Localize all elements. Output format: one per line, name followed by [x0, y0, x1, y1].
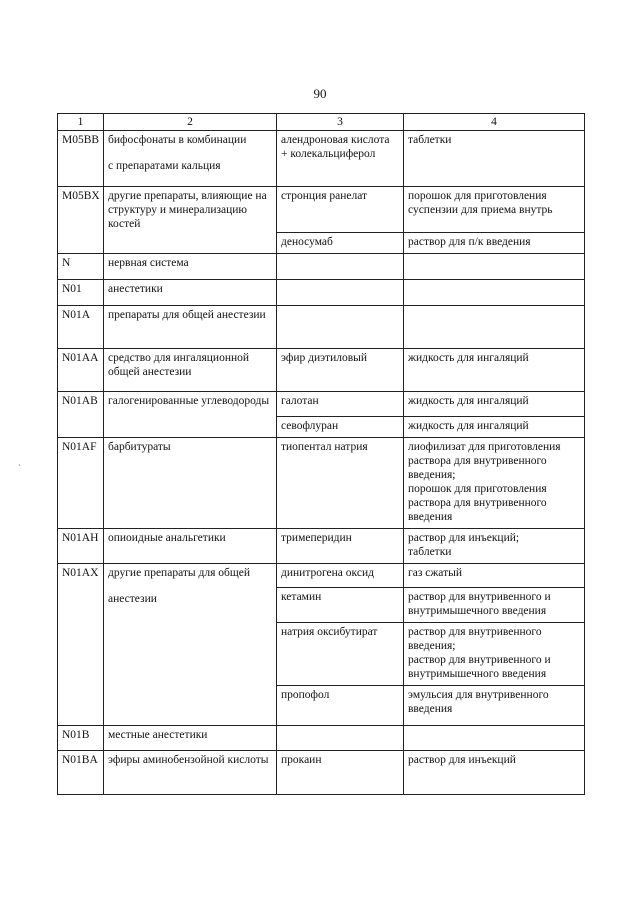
drug-name: алендроновая кислота + колекальциферол	[277, 131, 404, 187]
group-name: галогенированные углеводороды	[104, 392, 277, 438]
dosage-form	[404, 726, 585, 751]
table-header-row	[58, 114, 585, 131]
column-header-4: 4	[404, 114, 585, 131]
dosage-form: жидкость для ингаляций	[404, 392, 585, 417]
drug-name: прокаин	[277, 751, 404, 795]
dosage-form: раствор для внутривенного и внутримышечного введения	[404, 588, 585, 623]
dosage-form	[404, 306, 585, 349]
drug-name: динитрогена оксид	[277, 564, 404, 588]
drug-name: севофлуран	[277, 417, 404, 438]
group-name-line: другие препараты для общей	[108, 567, 250, 579]
dosage-form: порошок для приготовления суспензии для приема внутрь	[404, 187, 585, 233]
table-row	[58, 392, 585, 417]
atc-code: N01AH	[58, 529, 104, 564]
atc-code: N	[58, 254, 104, 280]
drug-name: деносумаб	[277, 233, 404, 254]
dosage-form: жидкость для ингаляций	[404, 417, 585, 438]
table-row	[58, 187, 585, 233]
table-row	[58, 751, 585, 795]
atc-code: N01A	[58, 306, 104, 349]
group-name	[104, 564, 277, 726]
drug-name	[277, 280, 404, 306]
table-row	[58, 438, 585, 529]
dosage-form: газ сжатый	[404, 564, 585, 588]
atc-code: N01AX	[58, 564, 104, 726]
group-name: нервная система	[104, 254, 277, 280]
dosage-form: эмульсия для внутривенного введения	[404, 686, 585, 726]
atc-code: N01AB	[58, 392, 104, 438]
atc-code: N01AA	[58, 349, 104, 392]
atc-code: N01B	[58, 726, 104, 751]
atc-code: M05BX	[58, 187, 104, 254]
group-name: средство для ингаляционной общей анестезии	[104, 349, 277, 392]
atc-code: M05BB	[58, 131, 104, 187]
page-number: 90	[313, 86, 327, 101]
table-row	[58, 726, 585, 751]
table-row	[58, 564, 585, 588]
table-row	[58, 349, 585, 392]
atc-code: N01	[58, 280, 104, 306]
drug-name: кетамин	[277, 588, 404, 623]
drug-name: натрия оксибутират	[277, 623, 404, 686]
group-name: местные анестетики	[104, 726, 277, 751]
dosage-form	[404, 280, 585, 306]
drug-name: стронция ранелат	[277, 187, 404, 233]
dosage-form-line: раствор для инъекций;	[408, 532, 520, 544]
group-name: опиоидные анальгетики	[104, 529, 277, 564]
drug-name: тиопентал натрия	[277, 438, 404, 529]
drug-name: галотан	[277, 392, 404, 417]
atc-code: N01BA	[58, 751, 104, 795]
group-name-line: с препаратами кальция	[108, 160, 221, 172]
dosage-form	[404, 529, 585, 564]
dosage-form: раствор для инъекций	[404, 751, 585, 795]
dosage-form	[404, 623, 585, 686]
table-row	[58, 131, 585, 187]
dosage-form: раствор для п/к введения	[404, 233, 585, 254]
dosage-form: жидкость для ингаляций	[404, 349, 585, 392]
drug-name: эфир диэтиловый	[277, 349, 404, 392]
group-name: другие препараты, влияющие на структуру и минерализацию костей	[104, 187, 277, 254]
column-header-3: 3	[277, 114, 404, 131]
group-name: барбитураты	[104, 438, 277, 529]
drug-name	[277, 726, 404, 751]
table-row	[58, 280, 585, 306]
group-name	[104, 131, 277, 187]
table-row	[58, 306, 585, 349]
drug-name: пропофол	[277, 686, 404, 726]
group-name: препараты для общей анестезии	[104, 306, 277, 349]
drug-classification-table	[57, 113, 585, 795]
dosage-form-line: порошок для приготовления раствора для внутривенного введения	[408, 483, 547, 523]
column-header-2: 2	[104, 114, 277, 131]
drug-name	[277, 306, 404, 349]
dosage-form	[404, 254, 585, 280]
atc-code: N01AF	[58, 438, 104, 529]
dosage-form-line: лиофилизат для приготовления раствора для внутривенного введения;	[408, 441, 561, 481]
table-row	[58, 529, 585, 564]
column-header-1: 1	[58, 114, 104, 131]
dosage-form: таблетки	[404, 131, 585, 187]
drug-name	[277, 254, 404, 280]
table-row	[58, 254, 585, 280]
group-name-line: анестезии	[108, 593, 157, 605]
group-name-line: бифосфонаты в комбинации	[108, 134, 247, 146]
dosage-form	[404, 438, 585, 529]
drug-name: тримеперидин	[277, 529, 404, 564]
dosage-form-line: таблетки	[408, 546, 452, 558]
dosage-form-line: раствор для внутривенного введения;	[408, 626, 542, 652]
dosage-form-line: раствор для внутривенного и внутримышечного введения	[408, 654, 551, 680]
stray-mark: `	[18, 463, 21, 473]
group-name: анестетики	[104, 280, 277, 306]
group-name: эфиры аминобензойной кислоты	[104, 751, 277, 795]
